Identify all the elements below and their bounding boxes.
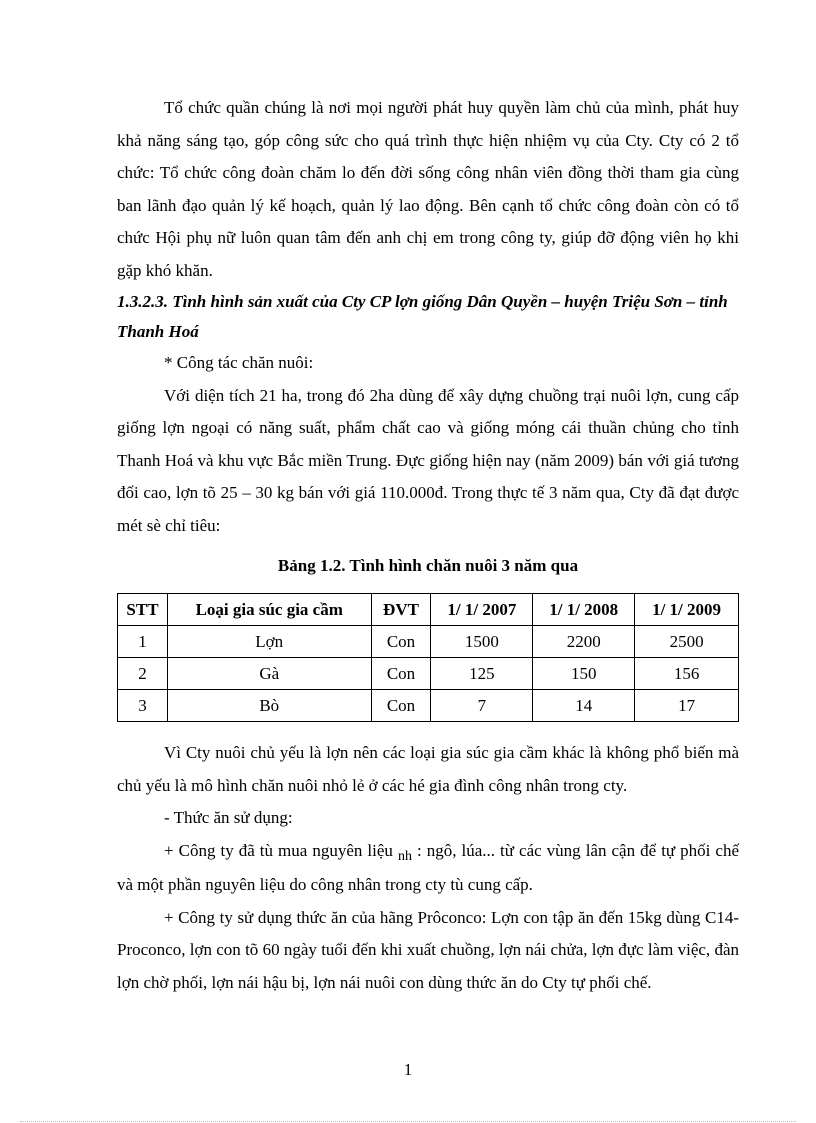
- cell-2009: 2500: [635, 626, 739, 658]
- cell-type: Lợn: [167, 626, 371, 658]
- cell-stt: 3: [118, 690, 168, 722]
- table-caption: Bảng 1.2. Tình hình chăn nuôi 3 năm qua: [277, 556, 579, 575]
- feed-materials-subscript: nh: [397, 848, 412, 864]
- table-row: [118, 626, 739, 658]
- cell-2008: 14: [533, 690, 635, 722]
- table-row: [118, 658, 739, 690]
- paragraph-other-livestock: Vì Cty nuôi chủ yếu là lợn nên các loại gia súc gia cầm khác là không phổ biến mà chủ yếu là mô hình chăn nuôi nhỏ lẻ ở các hé gia đình công nhân trong cty.: [117, 743, 739, 795]
- cell-2008: 2200: [533, 626, 635, 658]
- cell-2009: 17: [635, 690, 739, 722]
- livestock-table: [117, 593, 739, 722]
- cell-unit: Con: [371, 690, 431, 722]
- paragraph-area: Với diện tích 21 ha, trong đó 2ha dùng để xây dựng chuồng trại nuôi lợn, cung cấp giống lợn ngoại có năng suất, phẩm chất cao và giống móng cái thuần chủng cho tỉnh Thanh Hoá và khu vực Bắc miền Trung. Đực giống hiện nay (năm 2009) bán với giá tương đối cao, lợn tõ 25 – 30 kg bán với giá 110.000đ. Trong thực tế 3 năm qua, Cty đã đạt được mét sè chỉ tiêu:: [117, 385, 739, 535]
- paragraph-feed-title: - Thức ăn sử dụng:: [164, 808, 293, 827]
- feed-materials-text-a: + Công ty đã tù mua nguyên liệu: [164, 840, 393, 860]
- cell-unit: Con: [371, 658, 431, 690]
- cell-stt: 1: [118, 626, 168, 658]
- intro-section: [117, 92, 739, 542]
- section-heading: 1.3.2.3. Tình hình sản xuất của Cty CP lợn giống Dân Quyền – huyện Triệu Sơn – tỉnh Thanh Hoá: [117, 292, 728, 341]
- header-type: Loại gia súc gia cầm: [167, 594, 371, 626]
- paragraph-livestock-title: * Công tác chăn nuôi:: [164, 353, 314, 372]
- table-header-row: [118, 594, 739, 626]
- paragraph-feed-materials: [117, 835, 739, 902]
- feed-section: [117, 737, 739, 999]
- cell-2007: 125: [431, 658, 533, 690]
- cell-2007: 1500: [431, 626, 533, 658]
- cell-unit: Con: [371, 626, 431, 658]
- header-2008: 1/ 1/ 2008: [533, 594, 635, 626]
- table-row: [118, 690, 739, 722]
- cell-2007: 7: [431, 690, 533, 722]
- page-number: 1: [403, 1060, 413, 1079]
- footer-divider: [20, 1121, 796, 1122]
- feed-materials-text-b: : ngô, lúa... từ các vùng lân cận để tự phối chế và một phần nguyên liệu do công nhân trong cty tù cung cấp.: [117, 840, 739, 894]
- cell-type: Gà: [167, 658, 371, 690]
- header-stt: STT: [118, 594, 168, 626]
- paragraph-proconco: + Công ty sử dụng thức ăn của hãng Prôconco: Lợn con tập ăn đến 15kg dùng C14-Proconco, lợn con tõ 60 ngày tuổi đến khi xuất chuồng, lợn nái chửa, lợn đực làm việc, đàn lợn chờ phối, lợn nái hậu bị, lợn nái nuôi con dùng thức ăn do Cty tự phối chế.: [117, 907, 739, 992]
- cell-2009: 156: [635, 658, 739, 690]
- cell-stt: 2: [118, 658, 168, 690]
- cell-type: Bò: [167, 690, 371, 722]
- header-2009: 1/ 1/ 2009: [635, 594, 739, 626]
- paragraph-organizations: Tổ chức quần chúng là nơi mọi người phát huy quyền làm chủ của mình, phát huy khả năng sáng tạo, góp công sức cho quá trình thực hiện nhiệm vụ của Cty. Cty có 2 tổ chức: Tổ chức công đoàn chăm lo đến đời sống công nhân viên đồng thời tham gia cùng ban lãnh đạo quản lý kế hoạch, quản lý lao động. Bên cạnh tổ chức công đoàn còn có tổ chức Hội phụ nữ luôn quan tâm đến anh chị em trong công ty, giúp đỡ động viên họ khi gặp khó khăn.: [117, 98, 739, 280]
- header-unit: ĐVT: [371, 594, 431, 626]
- header-2007: 1/ 1/ 2007: [431, 594, 533, 626]
- cell-2008: 150: [533, 658, 635, 690]
